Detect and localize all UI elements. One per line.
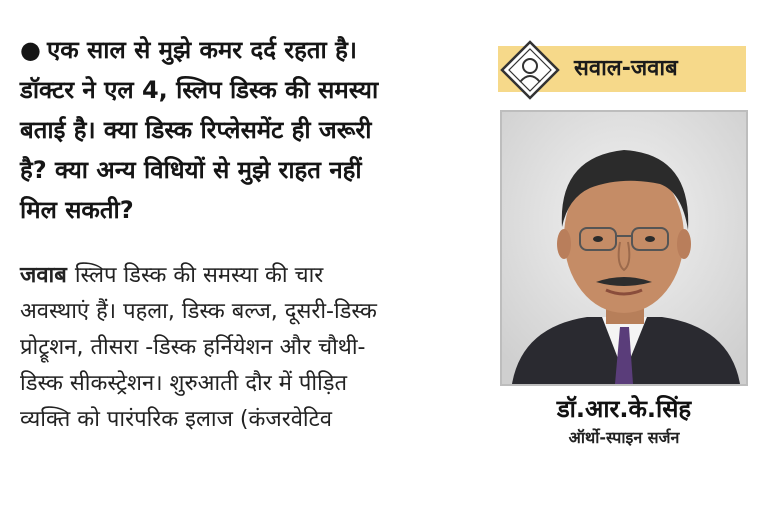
bullet-icon: ●	[20, 36, 41, 64]
question-line: मिल सकती?	[20, 196, 134, 224]
question-line: बताई है। क्या डिस्क रिप्लेसमेंट ही जरूरी	[20, 116, 372, 144]
answer-line: अवस्थाएं हैं। पहला, डिस्क बल्ज, दूसरी-डिस्क	[20, 299, 377, 324]
answer-text: स्लिप डिस्क की समस्या की चार	[74, 263, 324, 288]
answer-line: डिस्क सीकस्ट्रेशन। शुरुआती दौर में पीड़ित	[20, 371, 348, 396]
answer-block	[20, 258, 490, 438]
question-line: है? क्या अन्य विधियों से मुझे राहत नहीं	[20, 156, 362, 184]
author-photo	[500, 110, 748, 386]
author-byline	[500, 392, 748, 450]
answer-label: जवाब	[20, 263, 67, 288]
question-line: डॉक्टर ने एल 4, स्लिप डिस्क की समस्या	[20, 76, 379, 104]
question-block	[20, 30, 480, 230]
answer-line: व्यक्ति को पारंपरिक इलाज (कंजरवेटिव	[20, 407, 332, 432]
question-text: एक साल से मुझे कमर दर्द रहता है।	[46, 36, 357, 64]
question-line	[20, 30, 480, 70]
answer-line: प्रोट्रूशन, तीसरा -डिस्क हर्नियेशन और चौथी-	[20, 335, 366, 360]
author-name: डॉ.आर.के.सिंह	[556, 395, 692, 423]
doctor-emblem-icon	[500, 40, 560, 100]
section-title: सवाल-जवाब	[574, 56, 678, 81]
author-title: ऑर्थो-स्पाइन सर्जन	[568, 428, 680, 447]
answer-line	[20, 258, 490, 294]
